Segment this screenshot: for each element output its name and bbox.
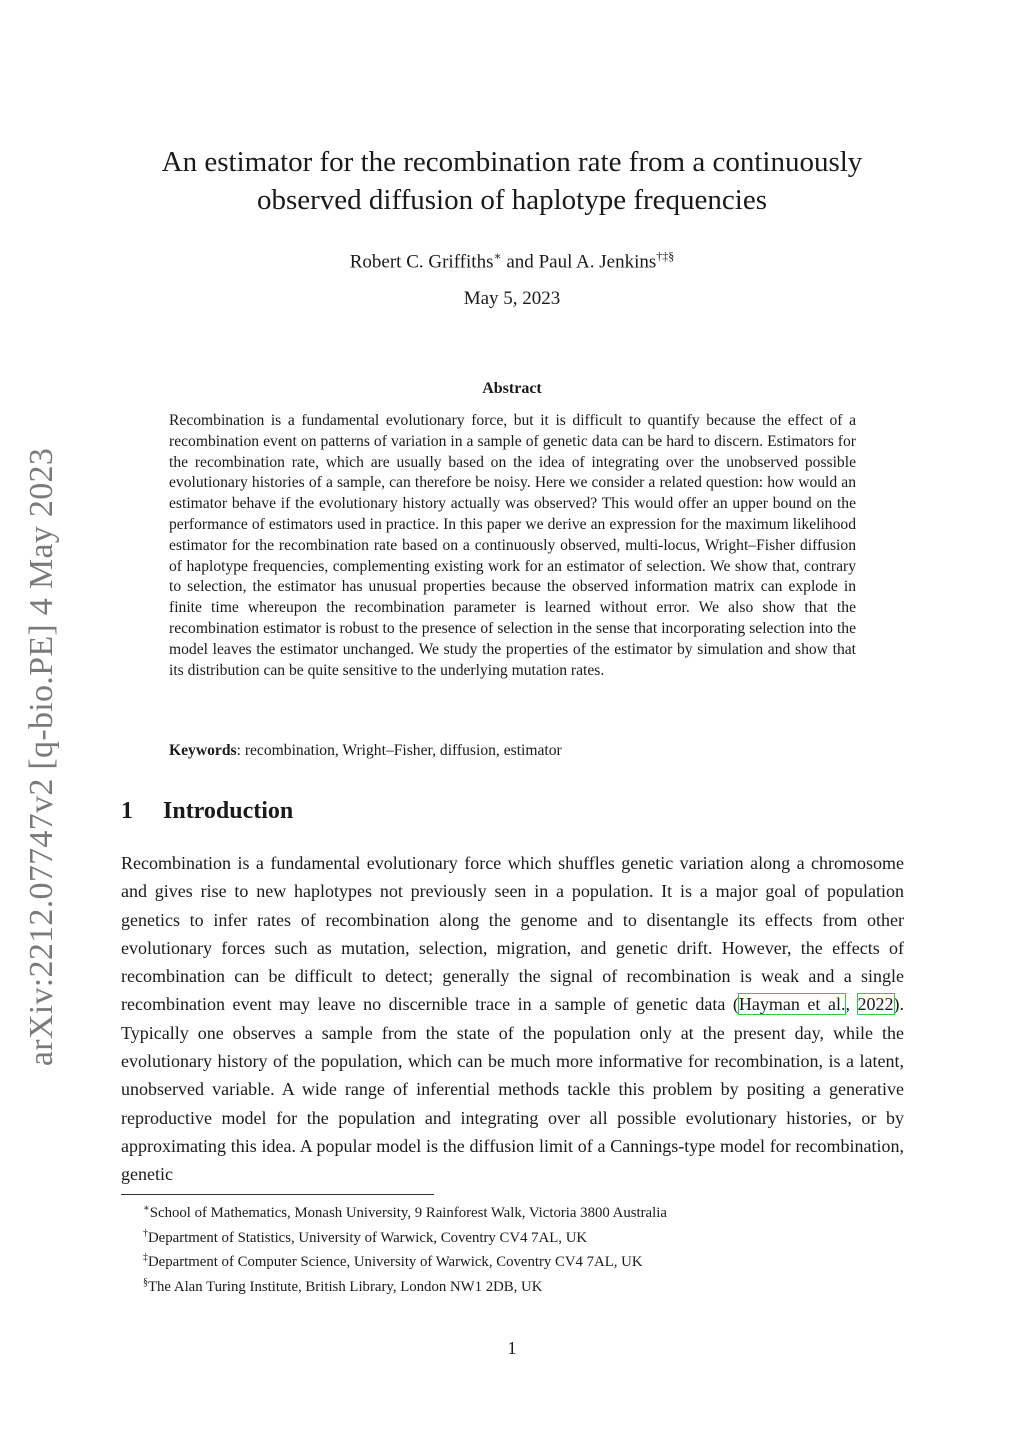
footnote-text: The Alan Turing Institute, British Library, London NW1 2DB, UK: [148, 1279, 543, 1296]
footnote-item: [143, 1273, 667, 1298]
author-jenkins: Paul A. Jenkins: [538, 251, 657, 273]
footnote-item: [143, 1199, 667, 1224]
intro-text-part-1: Recombination is a fundamental evolutionary force which shuffles genetic variation along a chromosome and gives rise to new haplotypes not previously seen in a population. It is a major goal of population genetics to infer rates of recombination along the genome and to disentangle its effects from other evolutionary forces such as mutation, selection, migration, and genetic drift. However, the effects of recombination can be difficult to detect; generally the signal of recombination is weak and a single recombination event may leave no discernible trace in a sample of genetic data (: [121, 853, 904, 1015]
keywords-label: Keywords: [169, 742, 237, 759]
footnote-item: [143, 1248, 667, 1273]
footnote-mark: †: [143, 1227, 148, 1239]
footnote-mark: ‡: [143, 1252, 148, 1264]
paper-title: [100, 143, 924, 219]
author-jenkins-affiliation-marks: †‡§: [656, 249, 675, 263]
author-griffiths: Robert C. Griffiths: [349, 251, 494, 273]
page-number: 1: [507, 1338, 517, 1358]
author-griffiths-affiliation-mark: ∗: [493, 249, 502, 263]
abstract-heading: Abstract: [482, 380, 542, 397]
footnote-list: [143, 1199, 667, 1298]
footnote-text: Department of Computer Science, University of Warwick, Coventry CV4 7AL, UK: [148, 1254, 643, 1271]
section-number: 1: [121, 798, 133, 824]
title-line-1: An estimator for the recombination rate from a continuously: [161, 146, 863, 178]
keywords-line: [169, 740, 856, 761]
publication-date: May 5, 2023: [463, 288, 561, 309]
author-conjunction: and: [501, 251, 539, 273]
footnote-text: School of Mathematics, Monash University, 9 Rainforest Walk, Victoria 3800 Australia: [149, 1204, 667, 1221]
arxiv-identifier-stamp: arXiv:2212.07747v2 [q-bio.PE] 4 May 2023: [23, 447, 60, 1067]
footnote-mark: ∗: [143, 1203, 150, 1214]
introduction-paragraph: [121, 849, 904, 1189]
section-title: Introduction: [163, 798, 294, 824]
citation-link-author[interactable]: Hayman et al.: [738, 994, 846, 1015]
footnote-divider: [121, 1194, 434, 1195]
intro-text-part-2: ). Typically one observes a sample from the state of the population only at the present day, while the evolutionary history of the population, which can be much more informative for recombination, is a latent, unobserved variable. A wide range of inferential methods tackle this problem by positing a generative reproductive model for the population and integrating over all possible evolutionary histories, or by approximating this idea. A popular model is the diffusion limit of a Cannings-type model for recombination, genetic: [121, 994, 905, 1185]
footnote-text: Department of Statistics, University of Warwick, Coventry CV4 7AL, UK: [148, 1229, 588, 1246]
keywords-values: recombination, Wright–Fisher, diffusion, estimator: [244, 742, 562, 759]
footnote-item: [143, 1224, 667, 1249]
citation-link-year[interactable]: 2022: [857, 994, 894, 1015]
footnote-mark: §: [143, 1277, 148, 1289]
abstract-body: Recombination is a fundamental evolutionary force, but it is difficult to quantify because the effect of a recombination event on patterns of variation in a sample of genetic data can be hard to discern. Estimators for the recombination rate, which are usually based on the idea of integrating over the unobserved possible evolutionary histories of a sample, can therefore be noisy. Here we consider a related question: how would an estimator behave if the evolutionary history actually was observed? This would offer an upper bound on the performance of estimators used in practice. In this paper we derive an expression for the maximum likelihood estimator for the recombination rate based on a continuously observed, multi-locus, Wright–Fisher diffusion of haplotype frequencies, complementing existing work for an estimator of selection. We show that, contrary to selection, the estimator has unusual properties because the observed information matrix can explode in finite time whereupon the recombination parameter is learned without error. We also show that the recombination estimator is robust to the presence of selection in the sense that incorporating selection into the model leaves the estimator unchanged. We study the properties of the estimator by simulation and show that its distribution can be quite sensitive to the underlying mutation rates.: [169, 412, 856, 679]
section-heading-introduction: [121, 798, 293, 825]
author-list: [100, 243, 924, 275]
keywords-separator: :: [236, 742, 245, 759]
title-line-2: observed diffusion of haplotype frequencies: [256, 184, 768, 216]
citation-separator: ,: [845, 994, 858, 1015]
